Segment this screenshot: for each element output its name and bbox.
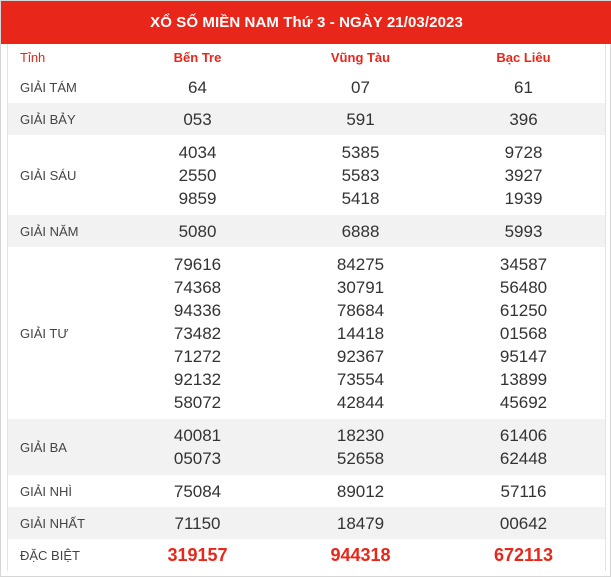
prize-number: 56480 [499,277,548,297]
prize-number: 4034 [178,142,217,162]
prize-cell [442,507,605,539]
prize-number: 45692 [499,392,548,412]
prize-number: 14418 [336,323,385,343]
results-table [7,44,606,571]
prize-row-ba [8,419,605,475]
prize-number: 13899 [499,369,548,389]
prize-cell [442,539,605,571]
prize-cell [116,507,279,539]
prize-number: 61406 [499,426,548,445]
prize-number: 5385 [341,142,380,162]
prize-number: 42844 [336,392,385,412]
prize-number: 57116 [500,481,547,501]
prize-row-tam [8,71,605,103]
prize-cell [116,71,279,103]
prize-cell [279,71,442,103]
prize-row-tu [8,247,605,419]
prize-number: 78684 [336,300,385,320]
prize-number: 40081 [173,426,222,445]
prize-number: 58072 [173,392,222,412]
prize-number: 62448 [499,449,548,468]
prize-number: 75084 [173,481,222,501]
prize-number: 1939 [504,188,543,208]
prize-cell [279,103,442,135]
prize-number: 5583 [341,165,380,185]
prize-name: GIẢI NĂM [20,223,79,239]
prize-number: 18230 [336,426,385,445]
prize-number: 9728 [504,142,543,162]
prize-cell [442,103,605,135]
prize-number: 3927 [504,165,543,185]
prize-cell [442,247,605,419]
prize-row-sau [8,135,605,215]
prize-number: 94336 [173,300,222,320]
prize-row-nam [8,215,605,247]
table-header-row [8,44,605,71]
prize-cell [442,135,605,215]
prize-number: 6888 [341,221,380,241]
prize-row-dac-biet [8,539,605,571]
prize-number: 9859 [178,188,217,208]
prize-cell [116,475,279,507]
prize-number: 79616 [173,254,222,274]
jackpot-number: 319157 [167,544,228,565]
prize-number: 74368 [173,277,222,297]
prize-cell [442,419,605,475]
prize-name: GIẢI NHẤT [20,515,86,531]
prize-row-bay [8,103,605,135]
prize-name: GIẢI SÁU [20,167,77,183]
prize-number: 07 [351,77,370,97]
prize-cell [279,215,442,247]
prize-name: GIẢI BẢY [20,111,76,127]
jackpot-number: 944318 [330,544,391,565]
prize-number: 61 [514,77,533,97]
province-header-ben-tre: Bến Tre [173,49,222,65]
prize-number: 00642 [499,513,548,533]
prize-number: 591 [346,109,375,129]
province-header-bac-lieu: Bạc Liêu [496,49,551,65]
prize-number: 053 [183,109,212,129]
prize-number: 18479 [336,513,385,533]
prize-row-nhat [8,507,605,539]
prize-number: 92132 [173,369,222,389]
prize-number: 5418 [341,188,380,208]
prize-name: GIẢI BA [20,439,67,455]
prize-cell [442,215,605,247]
prize-number: 92367 [336,346,385,366]
prize-cell [442,475,605,507]
prize-number: 73554 [336,369,385,389]
prize-number: 5993 [504,221,543,241]
prize-name: GIẢI NHÌ [20,483,73,499]
prize-cell [279,247,442,419]
prize-cell [442,71,605,103]
prize-number: 2550 [178,165,217,185]
jackpot-number: 672113 [493,544,554,565]
prize-number: 64 [188,77,207,97]
prize-number: 52658 [336,449,385,468]
prize-cell [279,475,442,507]
prize-cell [116,419,279,475]
prize-number: 01568 [499,323,548,343]
prize-name: GIẢI TƯ [20,325,69,341]
prize-name: ĐẶC BIỆT [20,547,80,563]
prize-cell [116,247,279,419]
prize-number: 396 [509,109,538,129]
prize-cell [116,215,279,247]
prize-cell [116,135,279,215]
province-column-header: Tỉnh [20,50,46,65]
prize-number: 61250 [499,300,548,320]
prize-cell [279,419,442,475]
province-header-vung-tau: Vũng Tàu [330,49,391,65]
prize-row-nhi [8,475,605,507]
prize-number: 71150 [174,513,221,533]
prize-number: 84275 [336,254,385,274]
prize-number: 30791 [336,277,385,297]
prize-number: 71272 [173,346,222,366]
prize-name: GIẢI TÁM [20,79,77,95]
prize-cell [279,539,442,571]
prize-cell [279,507,442,539]
prize-number: 95147 [499,346,548,366]
prize-number: 05073 [173,449,222,468]
prize-number: 5080 [178,221,217,241]
prize-number: 34587 [499,254,548,274]
prize-cell [116,103,279,135]
prize-number: 89012 [336,481,385,501]
prize-cell [279,135,442,215]
prize-cell [116,539,279,571]
prize-number: 73482 [173,323,222,343]
results-title: XỔ SỐ MIỀN NAM Thứ 3 - NGÀY 21/03/2023 [1,1,611,44]
